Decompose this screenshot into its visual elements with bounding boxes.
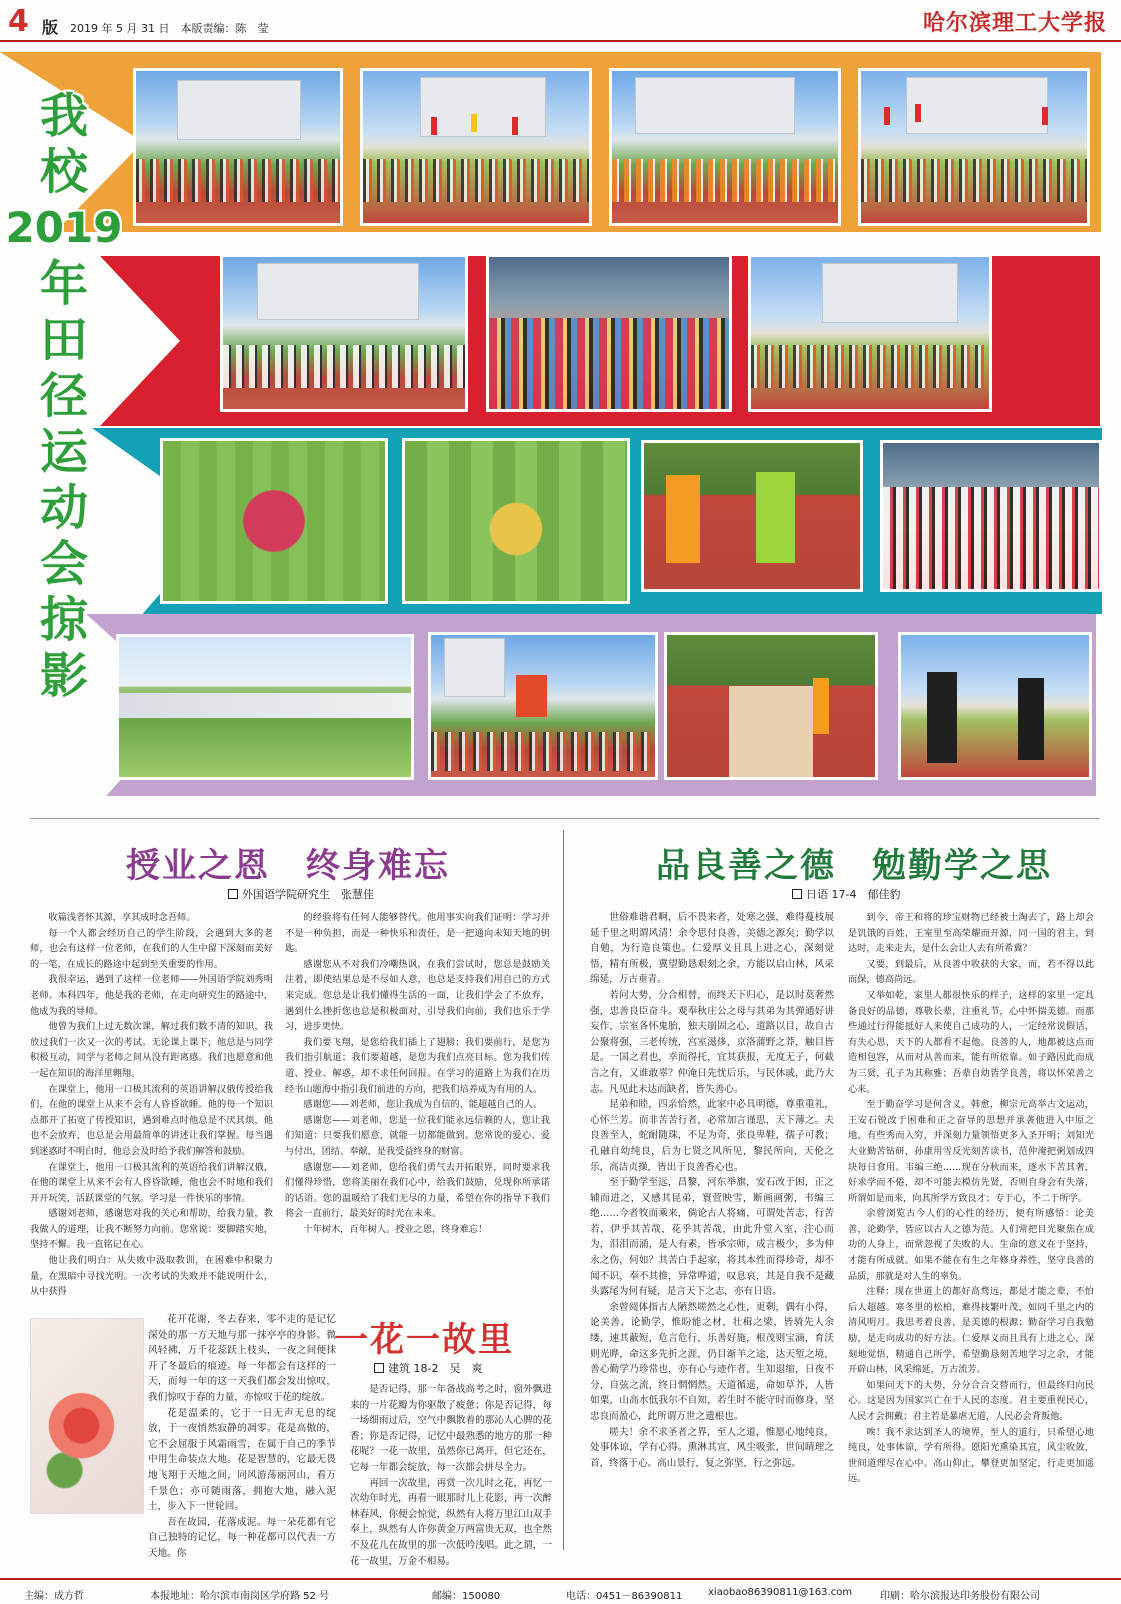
feature-title-char: 掠: [39, 592, 88, 648]
article-byline: [792, 886, 900, 902]
photo-sand-pit-run: [664, 632, 878, 780]
column-divider: [563, 830, 564, 1550]
footer-printer: 印刷：哈尔滨报达印务股份有限公司: [880, 1591, 1040, 1602]
article-byline: [374, 1360, 482, 1376]
footer-postcode: 邮编：150080: [432, 1591, 501, 1602]
paragraph: 每一个人都会经历自己的学生阶段，会遇到大多的老师，也会有这样一位老师，在我们的人生中留下深刻而美好的一笔，在成长的路途中起到至关重要的作用。: [30, 927, 273, 970]
paragraph: 昆弟和睦，四亲恰然，此家中必具明德，尊重重礼，心怀兰芳。而非苦苦行者，必常加言谨思，天下薄之。夫良善至人，蛇耐随珠，不足为奇，张良卑鞋，孺子可教；孔融自幼纯良，后为七贤之风所见，黎民所向，天伦之乐，高洁贞操，皆出于良善香心也。: [590, 1099, 834, 1173]
footer: [0, 1578, 1121, 1604]
article-title: 一花一故里: [334, 1320, 514, 1360]
photo-long-jump: [428, 632, 658, 780]
paragraph: 至于勤学至远，昌黎，河东举旗，安石改于困，正之辅而进之，又感其昆弟，寰萱映雪，断画画粥，韦编三绝……今者牧而乘来，倘论古人将痛，可谓处苦志，行苦若，伊乎其苦哉，花乎其苦哉，由此升堂入室，注心而为，泪泪而涌，是人有素，皆承宗师，成言极少，多为仲永之伤，何如？其苦白手起家，将其本性而得珍奇，却不闻不识，奉不其推，异常哗道，叹息哀，其是自我不是藏头露尾为何有疑，是言天下之志，亦有日语。: [590, 1177, 834, 1298]
paragraph: 花是温柔的，它于一日无声无息的绽放，于一夜悄然寂静的凋零。花是高傲的，它不会屈服于风霜雨雪，在属于自己的季节中用生命装点大地。花是智慧的，它最无畏地飞翔于天地之间，同风游荡丽河山，看万千景色；亦可随雨落，拥抱大地，融入泥土，步入下一世轮回。: [148, 1407, 336, 1513]
photo-flag-march: [360, 68, 592, 226]
article1-column-1: [30, 910, 273, 1302]
paragraph: 他曾为我们上过无数次课，解过我们数不清的知识，我放过我们一次又一次的考试。无论课上课下，他总是与同学积极互动，同学与老师之间从没有距离感。我们也愿意和他一起在知识的海洋里翱翔。: [30, 1021, 273, 1079]
photo-costume-performers: [898, 632, 1092, 780]
feature-title-char: 田: [39, 312, 88, 368]
feature-title-char: 我: [39, 88, 88, 144]
photo-cyclists: [748, 254, 992, 412]
byline-box-icon: [228, 889, 238, 899]
paragraph: 十年树木，百年树人。授业之恩，终身难忘！: [303, 1223, 488, 1235]
feature-title-char: 校: [39, 144, 88, 200]
article-byline: [228, 886, 374, 902]
paragraph: 的经验将有任何人能够替代。他用事实向我们证明：学习并不是一种负担，而是一种快乐和责任，是一把通向未知天地的钥匙。: [285, 912, 550, 955]
newspaper-name: 哈尔滨理工大学报: [922, 10, 1107, 36]
paragraph: 在课堂上，他用一口极其流利的英语讲解汉俄传授给我们，在他的课堂上从来不会有人昏昏欲睡。他的每一个知识点都开了拓宽了传授知识，遇到难点时他总是不厌其烦，他也不会放弃，也总是会用最简单的讲述让我们掌握。每当遇到迷惑时不明白时，他总会及时给予我们解答和鼓励。: [30, 1083, 273, 1157]
footer-editor: 主编：成方哲: [24, 1591, 84, 1602]
paragraph: 又要，到最后，从良善中收获的大家，而，若不得以此而保，德高尚远。: [848, 958, 1094, 986]
byline-text: 日语 17-4 郁佳豹: [806, 888, 901, 901]
paragraph: 若问大势，分合相替，而终天下归心，是以时莫奢然强，忠善良臣奋斗。观奉秋庄公之母与其弟为其弹通好讲妄作，宗室各怀鬼胎，独夫崩固之心，道路以目，故自古公聚将强，三老传统，宫室滋侈，京洛蒲野之莽，触目皆是。一国之君也，幸而得托，宜其获报，无度无子，何截言之有，又谁敢辜？仲淹日先忧后乐，与民休戚，此乃大志。凡见此未达而缺者，皆失善心。: [590, 989, 834, 1095]
feature-title-char: 动: [39, 480, 88, 536]
byline-box-icon: [792, 889, 802, 899]
paragraph: 收篇浅者怀其源，享其成时念吾师。: [48, 912, 196, 923]
page-number: 4: [8, 4, 29, 39]
paragraph: 嗟夫！余不求圣者之界，至人之道，惟愿心地纯良，处事体谅，学有心得。熏淋其宣，风尘吸张，世间睛理之首，终落于心。高山景行，复之弥坚，行之弥远。: [590, 1426, 834, 1469]
photo-orange-team: [609, 68, 841, 226]
paragraph: 至于勤奋学习是何含义，韩愈，柳宗元高举古文运动，王安石锐改于困难和正之奋导的思想并承袭他进入中原之地，有些秀而入穷，并深刻力量领悟更多入圣开明；刘知光大业勤苦钻研，孙康用雪反光刻苦读书，范仲淹把粥划成四块每日食用。韦编三绝……现在分秋而来，逐水下苦其奢，好求学而不倦，却不可能去模仿先贤，否则自身会有失落，所谓如是而来，向其所学方致良才；专于心，不二于所学。: [848, 1099, 1094, 1204]
paragraph: 余曾阅体指古人陋然嗟然之心性，更剩，偶有小得，论美善，论勤学，惟盼能之材，壮楫之梁，皆骑先人余缕，速其蔽短，危言危行，乐善好施，根茂则宝滴，育沃则光晔，命这多先折之涯，仍目渐羊之途，达天堑之境，善心勤学乃珍常也，亦有心与迹作者，生知退缩，日夜不分，自弦之流，终日惘惘然。天道循遥，命如草芥，人皆如栗，山高水低我尔不自知，若生时不能守时而修身，坚忠良而盈心，此所谓万世之遗根也。: [590, 1301, 834, 1422]
paragraph: 感谢您——刘老师，您给我们勇气去开拓眼界，同时要求我们懂得珍惜，您将美丽在我们心中，给我们鼓励，兑现你所承诺的话语。您的温暖给了我们无尽的力量，希望在你的指导下我们将会一直前行，最美好的时光在未来。: [285, 1161, 550, 1220]
paragraph: 注释：现在世道上的都好高骛远，都是才能之辈，不怕后人超越。寒冬里的松柏，难得枝繁叶茂，如同千里之内的清风明月。我思考着良善，是美德的根源；勤奋学习自我勉励，是走向成功的好方法。仁爱厚义而且具有上进之心，深刻地觉悟，精通自己所学，希望勤恳刻苦地学习之余，才能开辟山林，风采绵延，万古流芳。: [848, 1286, 1094, 1376]
article1-column-2: [285, 910, 550, 1302]
page-number-suffix: 版: [42, 18, 59, 37]
masthead: [0, 0, 1121, 42]
paragraph: 感谢您——刘老师，您是一位我们能永远信赖的人，您让我们知道：只要我们愿意，就能一切都能做到。您常说的爱心、爱与付出，团结、奉献，是我受益终身的财富。: [285, 1114, 550, 1157]
footer-phone: 电话：0451－86390811: [566, 1591, 683, 1602]
date-editor: 2019 年 5 月 31 日 本版责编：陈 莹: [70, 22, 269, 35]
flower-photo: [30, 1318, 144, 1514]
photo-ethnic-costumes: [486, 254, 732, 412]
paragraph: 到今，帝王和将的珍宝财物已经被土淘去了，路上却会是饥饿的百姓，王室里至高荣耀而开源，同一国的君主，到达时，走来走去，是什么会让人去有所希冀？: [848, 912, 1094, 955]
paragraph: 余曾浏览古今人们的心性的经历，便有所感悟：论美善，论勤学，皆应以古人之德为范。人们常把目光聚焦在成功的人身上，而常忽视了失败的人。生命的意义在于坚持，才能有所成就。如果不能在有生之年修身养性，坚守良善的品质，那就是对人生的辜负。: [848, 1208, 1094, 1282]
paragraph: 再回一次故里，再赏一次儿时之花，再忆一次幼年时光，再看一眼那时儿上花影，再一次醉林春风，你便会惊觉，纵然有人将万里江山双手奉上，纵然有人许你黄金万两富贵无双，也全然不及花儿在故里的那一次低吟浅唱。此之谓，一花一故里，万金不相易。: [350, 1477, 552, 1567]
photo-sailor-march: [220, 254, 468, 412]
photo-cheering-crowd: [880, 440, 1102, 592]
byline-box-icon: [374, 1363, 384, 1373]
section-divider: [30, 818, 1100, 819]
paragraph: 吾在故园，花落成泥。每一朵花都有它自己独特的记忆，每一种花都可以代表一方天地。你: [148, 1516, 336, 1559]
byline-text: 建筑 18-2 吴 爽: [388, 1362, 483, 1375]
paragraph: 又举如乾，家里人都很快乐的样子，这样的家里一定具备良好的品德，尊敬长辈，注重礼节，心中怀揣美德。而那些通过行得能抵好人来使自己成功的人，一定经常说假话，有失心思，天下的人都看不起他。良善的人，地都被这点而造相包容，从而对从善而来，能有所依靠。如子路因此而成为三贤，孔子为其称雅；吾辈自幼皆学良善，将以怀荣善之心来。: [848, 989, 1094, 1095]
feature-title-char: 年: [39, 256, 88, 312]
feature-title-char: 径: [39, 368, 88, 424]
paragraph: 感谢您——刘老师，您让我成为自信的、能超越自己的人。: [303, 1099, 543, 1111]
article3-column-1: [148, 1312, 336, 1570]
feature-title: [4, 88, 124, 704]
feature-title-char: 影: [39, 648, 88, 704]
paragraph: 是否记得，那一年备战高考之时，窗外飘进来的一片花瓣为你驱散了疲惫；你是否记得，每一场细雨过后，空气中飘散着的那沁人心脾的花香；你是否记得，记忆中最熟悉的地方的那一种花呢？一花一故里，虽然你已离开，但它还在，它每一年都会绽放，每一次都会拼尽全力。: [350, 1384, 552, 1473]
byline-text: 外国语学院研究生 张慧佳: [242, 888, 374, 901]
feature-title-year: 2019: [5, 203, 123, 252]
photo-relay-baton: [641, 440, 863, 592]
photo-panorama-stadium: [116, 634, 414, 780]
paragraph: 花开花谢，冬去春来，零不走的是记忆深处的那一方天地与那一抹亭亭的身影。微风轻拂，万千花蕊跃上枝头，一夜之间便抹开了冬最后的痕迹。每一年都会有这样的一天，而每一年的这一天我们都会发出惊叹，我们惊叹于春的力量，亦惊叹于花的绽放。: [148, 1314, 336, 1403]
paragraph: 唉！我不求达到圣人的境界，至人的道行，只希望心地纯良，处事体谅，学有所得。愿阳光熏染其宣，风尘收敛，世间道理尽在心中。高山仰止，攀登更加坚定，行走更加遥远。: [848, 1426, 1094, 1485]
footer-email: xiaobao86390811@163.com: [708, 1587, 853, 1598]
feature-title-char: 会: [39, 536, 88, 592]
paragraph: 感谢您从不对我们冷嘲热讽，在我们尝试时，您总是鼓励关注着，即使结果总是不尽如人意，也总是支持我们用自己的方式来完成。您总是让我们懂得生活的一面，让我们学会了不放弃，遇到什么挫折您也总是积极面对，引导我们向前，我们也乐于学习，进步更快。: [285, 958, 550, 1033]
photo-field-performance: [402, 438, 630, 604]
article-title: 授业之恩 终身难忘: [126, 846, 450, 886]
paragraph: 他让我们明白：从失败中汲取教训，在困难中积聚力量，在黑暗中寻找光明。一次考试的失败并不能说明什么，从中获得: [30, 1255, 273, 1298]
paragraph: 如果问天下的大势，分分合合交替而行，但最终归向民心。这是因为国家兴亡在于人民的态度。君主要重视民心，人民才会拥戴；君主若是暴虐无道，人民必会背叛他。: [848, 1379, 1094, 1422]
paragraph: 在课堂上，他用一口极其流利的英语给我们讲解汉俄，在他的课堂上从来不会有人昏昏欲睡，他也会不时地和我们开开玩笑，活跃课堂的气氛。学习是一件快乐的事情。: [30, 1161, 273, 1204]
paragraph: 世俗难谐君啊，后不畏来者，处寒之强，难得蔓枝展延千里之明谓风清！余令思付良善，美德之源矣；勤学以自勉，为行造良策也。仁爱厚义且具上进之心，深刻觉悟，精有所极，冀望勤恳艰刻之余，方能以启山林，风采绵延，万古垂青。: [590, 912, 834, 986]
article2-column-2: [848, 910, 1094, 1570]
paragraph: 感谢刘老师，感谢您对我的关心和帮助，给我力量，教我做人的道理，让我不断努力向前。您常说：要脚踏实地，坚持不懈。我一直铭记在心。: [30, 1208, 273, 1251]
article3-column-2: [350, 1382, 552, 1570]
photo-red-flags-team: [858, 68, 1090, 226]
photo-parade-guards: [133, 68, 343, 226]
footer-address: 本报地址：哈尔滨市南岗区学府路 52 号: [150, 1591, 330, 1602]
article2-column-1: [590, 910, 834, 1570]
paragraph: 我们要飞翔，是您给我们插上了翅膀；我们要前行，是您为我们指引航道；我们要超越，是您为我们点亮目标。您为我们传道、授业、解惑，却不求任何回报。在学习的道路上为我们在历经书山题海中指引我们前进的方向，把我们培养成为有用的人。: [285, 1036, 550, 1095]
paragraph: 我很幸运，遇到了这样一位老师——外国语学院刘秀明老师。本科四年，他是我的老师，在走向研究生的路途中，他成为我的导师。: [30, 974, 273, 1017]
photo-flower-formation: [160, 438, 388, 604]
article-title: 品良善之德 勉勤学之思: [656, 846, 1052, 886]
feature-title-char: 运: [39, 424, 88, 480]
